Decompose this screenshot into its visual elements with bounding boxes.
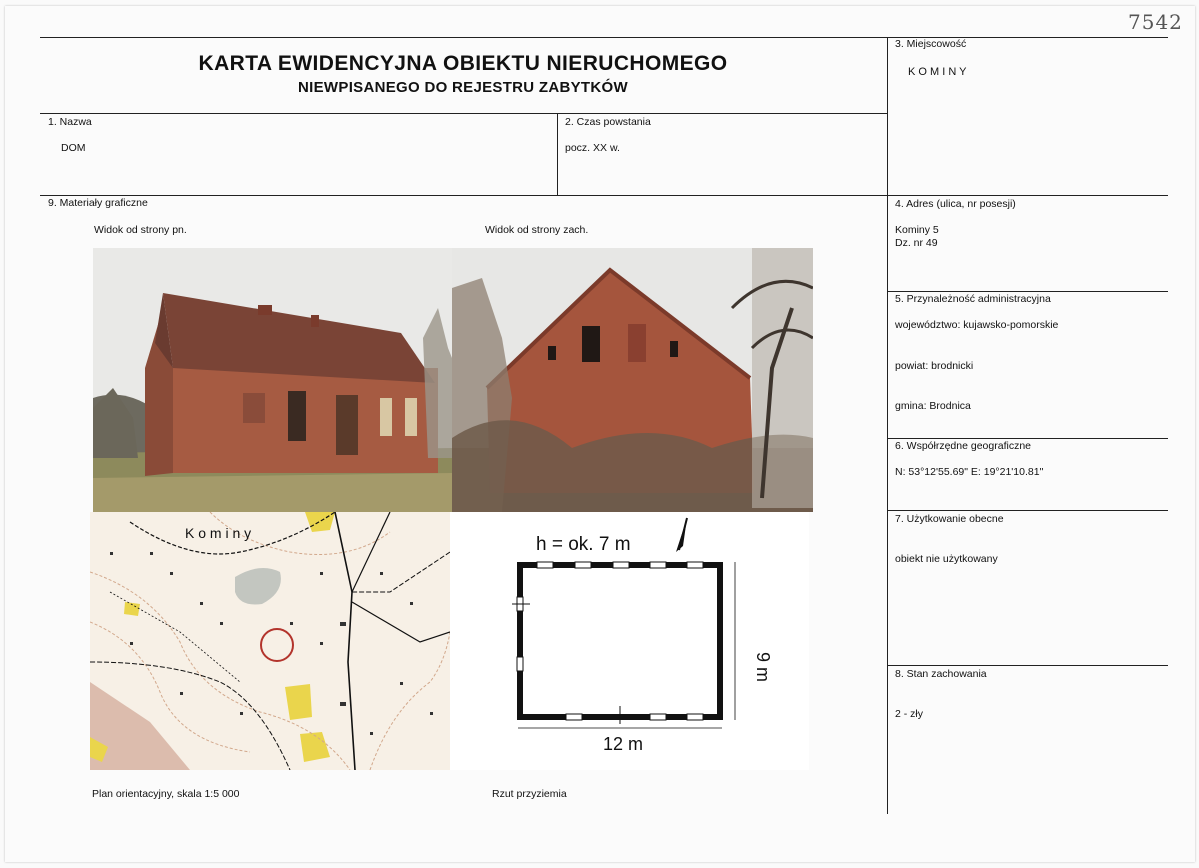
- plan-width-label: 12 m: [603, 734, 644, 754]
- powiat-value: powiat: brodnicki: [895, 360, 974, 372]
- location-map: [90, 512, 450, 770]
- rule-right-5: [887, 438, 1168, 439]
- caption-floor-plan: Rzut przyziemia: [492, 788, 567, 800]
- wojewodztwo-value: województwo: kujawsko-pomorskie: [895, 319, 1059, 331]
- rule-top: [40, 37, 1168, 38]
- przynaleznosc-label: 5. Przynależność administracyjna: [895, 293, 1051, 305]
- caption-map: Plan orientacyjny, skala 1:5 000: [92, 788, 240, 800]
- caption-west-view: Widok od strony zach.: [485, 224, 589, 236]
- nazwa-value: DOM: [61, 142, 86, 154]
- photo-north-view: [93, 248, 452, 512]
- uzytkowanie-value: obiekt nie użytkowany: [895, 553, 998, 565]
- stan-label: 8. Stan zachowania: [895, 668, 987, 680]
- plan-height-label: h = ok. 7 m: [536, 534, 631, 555]
- map-place-label: K o m i n y: [185, 525, 252, 541]
- rule-right-7: [887, 665, 1168, 666]
- rule-right-6: [887, 510, 1168, 511]
- miejscowosc-value: K O M I N Y: [908, 66, 967, 78]
- uzytkowanie-label: 7. Użytkowanie obecne: [895, 513, 1004, 525]
- materialy-label: 9. Materiały graficzne: [48, 197, 148, 209]
- rule-row1-bottom: [40, 195, 1168, 196]
- nazwa-label: 1. Nazwa: [48, 116, 92, 128]
- adres-line2: Dz. nr 49: [895, 237, 938, 249]
- wspolrzedne-label: 6. Współrzędne geograficzne: [895, 440, 1031, 452]
- card-title: KARTA EWIDENCYJNA OBIEKTU NIERUCHOMEGO: [198, 52, 728, 75]
- wspolrzedne-value: N: 53°12'55.69" E: 19°21'10.81": [895, 466, 1044, 478]
- card-subtitle: NIEWPISANEGO DO REJESTRU ZABYTKÓW: [298, 79, 628, 96]
- rule-main-divider: [887, 37, 888, 814]
- stan-value: 2 - zły: [895, 708, 924, 720]
- floor-plan: [450, 512, 809, 770]
- czas-value: pocz. XX w.: [565, 142, 620, 154]
- miejscowosc-label: 3. Miejscowość: [895, 38, 967, 50]
- adres-label: 4. Adres (ulica, nr posesji): [895, 198, 1016, 210]
- czas-label: 2. Czas powstania: [565, 116, 651, 128]
- rule-title-bottom: [40, 113, 888, 114]
- adres-line1: Kominy 5: [895, 224, 939, 236]
- photo-west-view: [452, 248, 813, 512]
- rule-name-divider: [557, 113, 558, 195]
- caption-north-view: Widok od strony pn.: [94, 224, 187, 236]
- handwritten-number: 7542: [1128, 10, 1183, 34]
- plan-depth-label: 9 m: [753, 652, 773, 683]
- rule-right-4: [887, 291, 1168, 292]
- gmina-value: gmina: Brodnica: [895, 400, 971, 412]
